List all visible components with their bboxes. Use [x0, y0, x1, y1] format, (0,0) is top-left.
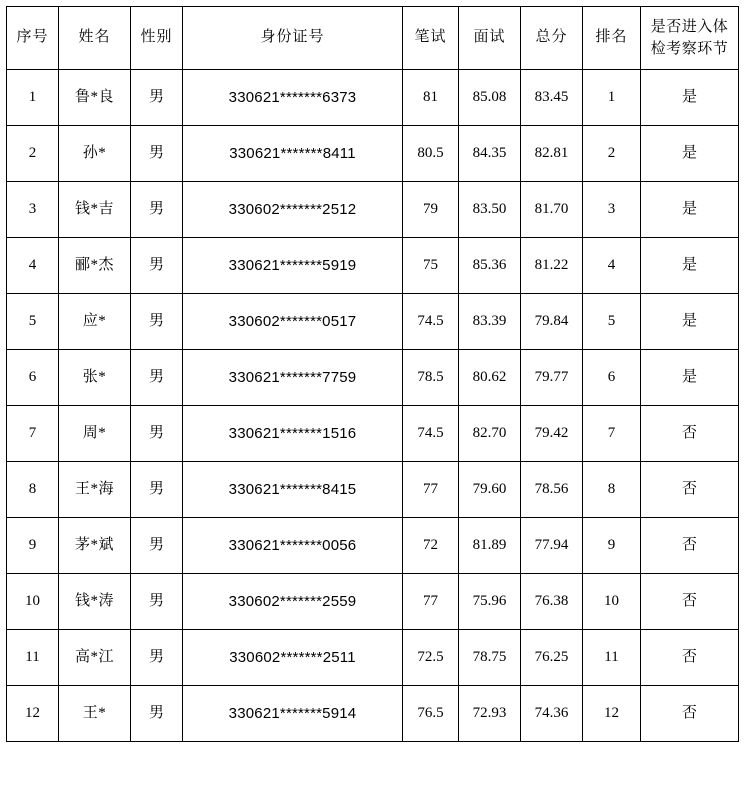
cell-id-number: 330621*******5919	[183, 238, 403, 294]
cell-pass: 否	[641, 630, 739, 686]
cell-name: 钱*涛	[59, 574, 131, 630]
cell-written-exam: 74.5	[403, 406, 459, 462]
cell-total-score: 79.84	[521, 294, 583, 350]
cell-id-number: 330621*******5914	[183, 686, 403, 742]
cell-index: 6	[7, 350, 59, 406]
cell-interview: 83.39	[459, 294, 521, 350]
cell-gender: 男	[131, 238, 183, 294]
cell-gender: 男	[131, 126, 183, 182]
cell-pass: 是	[641, 126, 739, 182]
column-header-index-label: 序号	[16, 29, 49, 46]
cell-rank: 7	[583, 406, 641, 462]
cell-interview: 84.35	[459, 126, 521, 182]
table-row	[7, 462, 739, 518]
cell-index: 8	[7, 462, 59, 518]
cell-name: 周*	[59, 406, 131, 462]
cell-pass: 是	[641, 182, 739, 238]
table-body	[7, 70, 739, 742]
cell-gender: 男	[131, 574, 183, 630]
cell-total-score: 82.81	[521, 126, 583, 182]
cell-total-score: 81.70	[521, 182, 583, 238]
cell-gender: 男	[131, 686, 183, 742]
cell-index: 1	[7, 70, 59, 126]
cell-index: 11	[7, 630, 59, 686]
table-row	[7, 406, 739, 462]
cell-name: 王*海	[59, 462, 131, 518]
cell-interview: 85.08	[459, 70, 521, 126]
column-header-id-number-label: 身份证号	[260, 29, 325, 46]
table-row	[7, 574, 739, 630]
cell-interview: 72.93	[459, 686, 521, 742]
table-row	[7, 518, 739, 574]
cell-id-number: 330602*******0517	[183, 294, 403, 350]
cell-total-score: 77.94	[521, 518, 583, 574]
cell-interview: 83.50	[459, 182, 521, 238]
cell-pass: 是	[641, 294, 739, 350]
cell-gender: 男	[131, 70, 183, 126]
column-header-interview	[459, 7, 521, 70]
cell-name: 钱*吉	[59, 182, 131, 238]
cell-pass: 否	[641, 406, 739, 462]
cell-interview: 85.36	[459, 238, 521, 294]
cell-rank: 9	[583, 518, 641, 574]
cell-total-score: 79.42	[521, 406, 583, 462]
column-header-index	[7, 7, 59, 70]
cell-interview: 80.62	[459, 350, 521, 406]
cell-pass: 是	[641, 350, 739, 406]
cell-index: 9	[7, 518, 59, 574]
cell-rank: 8	[583, 462, 641, 518]
cell-pass: 是	[641, 238, 739, 294]
cell-interview: 82.70	[459, 406, 521, 462]
cell-id-number: 330621*******7759	[183, 350, 403, 406]
cell-written-exam: 81	[403, 70, 459, 126]
cell-rank: 11	[583, 630, 641, 686]
table-row	[7, 238, 739, 294]
column-header-name-label: 姓名	[78, 29, 111, 46]
cell-pass: 是	[641, 70, 739, 126]
cell-rank: 3	[583, 182, 641, 238]
cell-rank: 2	[583, 126, 641, 182]
column-header-total-score-label: 总分	[535, 29, 568, 46]
cell-total-score: 83.45	[521, 70, 583, 126]
cell-id-number: 330602*******2559	[183, 574, 403, 630]
cell-gender: 男	[131, 406, 183, 462]
cell-rank: 12	[583, 686, 641, 742]
column-header-pass-label-line2: 检考察环节	[650, 41, 729, 57]
cell-name: 应*	[59, 294, 131, 350]
cell-total-score: 76.25	[521, 630, 583, 686]
column-header-name	[59, 7, 131, 70]
cell-gender: 男	[131, 182, 183, 238]
column-header-rank	[583, 7, 641, 70]
cell-index: 3	[7, 182, 59, 238]
cell-total-score: 78.56	[521, 462, 583, 518]
column-header-pass	[641, 7, 739, 70]
cell-total-score: 81.22	[521, 238, 583, 294]
cell-total-score: 76.38	[521, 574, 583, 630]
cell-pass: 否	[641, 574, 739, 630]
cell-gender: 男	[131, 294, 183, 350]
cell-index: 7	[7, 406, 59, 462]
column-header-gender-label: 性别	[140, 29, 173, 46]
cell-gender: 男	[131, 350, 183, 406]
cell-name: 王*	[59, 686, 131, 742]
column-header-id-number	[183, 7, 403, 70]
cell-written-exam: 72	[403, 518, 459, 574]
cell-name: 郦*杰	[59, 238, 131, 294]
cell-interview: 81.89	[459, 518, 521, 574]
column-header-written-exam-label: 笔试	[414, 29, 447, 46]
cell-written-exam: 80.5	[403, 126, 459, 182]
cell-name: 茅*斌	[59, 518, 131, 574]
cell-id-number: 330621*******1516	[183, 406, 403, 462]
column-header-rank-label: 排名	[595, 29, 628, 46]
table-row	[7, 294, 739, 350]
cell-rank: 5	[583, 294, 641, 350]
table-row	[7, 70, 739, 126]
cell-name: 张*	[59, 350, 131, 406]
cell-written-exam: 75	[403, 238, 459, 294]
cell-gender: 男	[131, 462, 183, 518]
column-header-written-exam	[403, 7, 459, 70]
column-header-interview-label: 面试	[473, 29, 506, 46]
table-header-row	[7, 7, 739, 70]
cell-index: 5	[7, 294, 59, 350]
cell-gender: 男	[131, 518, 183, 574]
cell-written-exam: 77	[403, 462, 459, 518]
cell-id-number: 330621*******8411	[183, 126, 403, 182]
cell-interview: 75.96	[459, 574, 521, 630]
cell-rank: 4	[583, 238, 641, 294]
cell-written-exam: 78.5	[403, 350, 459, 406]
cell-pass: 否	[641, 686, 739, 742]
cell-interview: 78.75	[459, 630, 521, 686]
cell-rank: 6	[583, 350, 641, 406]
column-header-gender	[131, 7, 183, 70]
cell-pass: 否	[641, 462, 739, 518]
cell-name: 高*江	[59, 630, 131, 686]
cell-written-exam: 76.5	[403, 686, 459, 742]
cell-written-exam: 74.5	[403, 294, 459, 350]
cell-index: 2	[7, 126, 59, 182]
column-header-total-score	[521, 7, 583, 70]
cell-written-exam: 72.5	[403, 630, 459, 686]
table-row	[7, 182, 739, 238]
cell-id-number: 330602*******2511	[183, 630, 403, 686]
cell-name: 鲁*良	[59, 70, 131, 126]
cell-rank: 1	[583, 70, 641, 126]
cell-index: 4	[7, 238, 59, 294]
table-row	[7, 630, 739, 686]
exam-results-table	[6, 6, 739, 742]
table-row	[7, 126, 739, 182]
cell-written-exam: 77	[403, 574, 459, 630]
cell-index: 12	[7, 686, 59, 742]
table-row	[7, 350, 739, 406]
cell-written-exam: 79	[403, 182, 459, 238]
cell-id-number: 330621*******8415	[183, 462, 403, 518]
cell-total-score: 79.77	[521, 350, 583, 406]
cell-total-score: 74.36	[521, 686, 583, 742]
cell-interview: 79.60	[459, 462, 521, 518]
cell-index: 10	[7, 574, 59, 630]
cell-id-number: 330621*******0056	[183, 518, 403, 574]
column-header-pass-label-line1: 是否进入体	[650, 18, 729, 35]
cell-gender: 男	[131, 630, 183, 686]
cell-rank: 10	[583, 574, 641, 630]
table-header	[7, 7, 739, 70]
cell-id-number: 330602*******2512	[183, 182, 403, 238]
cell-id-number: 330621*******6373	[183, 70, 403, 126]
cell-name: 孙*	[59, 126, 131, 182]
table-row	[7, 686, 739, 742]
cell-pass: 否	[641, 518, 739, 574]
